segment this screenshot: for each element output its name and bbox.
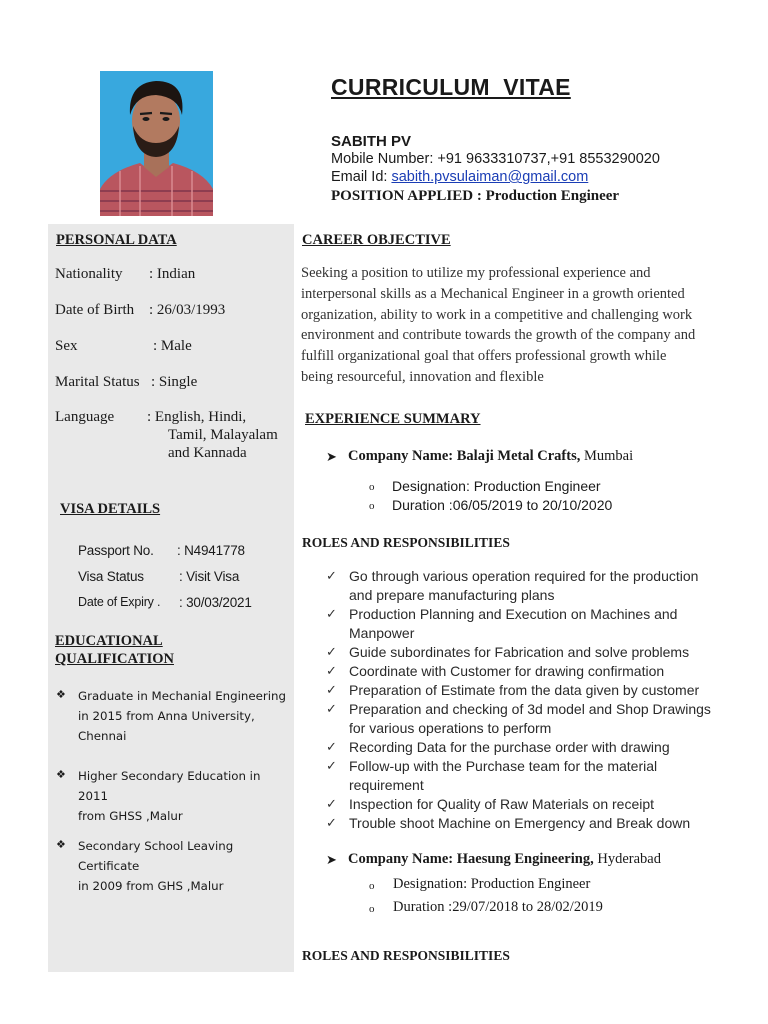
language-value-cont: and Kannada: [168, 445, 247, 461]
sex-label: Sex: [55, 338, 78, 354]
check-icon: ✓: [326, 606, 337, 621]
personal-data-heading: PERSONAL DATA: [56, 232, 177, 248]
company-name: Company Name: Balaji Metal Crafts,: [348, 448, 581, 464]
role-line: Recording Data for the purchase order with drawing: [349, 739, 670, 755]
objective-line: Seeking a position to utilize my professional experience and: [301, 265, 651, 281]
education-item: [78, 836, 293, 896]
visa-status-label: Visa Status: [78, 569, 144, 584]
company-name: Company Name: Haesung Engineering,: [348, 851, 594, 867]
circle-bullet-icon: o: [369, 500, 375, 512]
company-city: Hyderabad: [593, 851, 661, 867]
arrow-bullet-icon: ➤: [326, 852, 337, 867]
check-icon: ✓: [326, 739, 337, 754]
circle-bullet-icon: o: [369, 880, 375, 892]
objective-line: organization, ability to work in a competitive and challenging work: [301, 306, 693, 323]
role-line: for various operations to perform: [349, 720, 552, 736]
designation: Designation: Production Engineer: [393, 876, 591, 892]
objective-line: fulfill organizational goal that offers professional growth while: [301, 348, 667, 365]
role-line: Go through various operation required for the production: [349, 568, 699, 584]
roles-heading: ROLES AND RESPONSIBILITIES: [302, 535, 510, 550]
role-line: Preparation and checking of 3d model and Shop Drawings: [349, 701, 711, 717]
diamond-bullet-icon: ❖: [56, 689, 66, 701]
company-line: [348, 448, 633, 465]
duration: Duration :06/05/2019 to 20/10/2020: [392, 497, 613, 513]
role-item: [349, 567, 729, 605]
check-icon: ✓: [326, 663, 337, 678]
education-line: in 2015 from Anna University,: [78, 709, 255, 723]
language-value: : English, Hindi,: [147, 409, 247, 425]
education-line: Secondary School Leaving Certificate: [78, 839, 234, 873]
email-label: Email Id:: [331, 169, 392, 185]
education-line: from GHSS ,Malur: [78, 809, 183, 823]
mobile-label: Mobile Number:: [331, 151, 438, 167]
expiry-value: : 30/03/2021: [179, 595, 252, 610]
education-heading: [55, 632, 174, 668]
expiry-label: Date of Expiry .: [78, 595, 161, 609]
email-link[interactable]: sabith.pvsulaiman@gmail.com: [391, 169, 589, 185]
language-value-cont: Tamil, Malayalam: [168, 427, 278, 443]
position-applied: POSITION APPLIED : Production Engineer: [331, 188, 620, 204]
person-photo-icon: [100, 71, 213, 216]
check-icon: ✓: [326, 682, 337, 697]
check-icon: ✓: [326, 701, 337, 716]
check-icon: ✓: [326, 758, 337, 773]
objective-line: being resourceful, innovation and flexible: [301, 368, 544, 385]
role-line: Coordinate with Customer for drawing confirmation: [349, 663, 665, 679]
role-line: Follow-up with the Purchase team for the material: [349, 758, 658, 774]
education-line: Graduate in Mechanial Engineering: [78, 689, 286, 703]
education-line: Chennai: [78, 729, 127, 743]
role-item: [349, 795, 729, 814]
check-icon: ✓: [326, 644, 337, 659]
language-label: Language: [55, 409, 115, 425]
check-icon: ✓: [326, 796, 337, 811]
education-heading-line: EDUCATIONAL: [55, 633, 163, 649]
role-line: Inspection for Quality of Raw Materials on receipt: [349, 796, 655, 812]
nationality-label: Nationality: [55, 266, 123, 282]
diamond-bullet-icon: ❖: [56, 769, 66, 781]
role-item: [349, 814, 729, 833]
sex-value: : Male: [153, 338, 192, 354]
company-line: [348, 851, 661, 868]
roles-heading: ROLES AND RESPONSIBILITIES: [302, 948, 510, 963]
dob-value: : 26/03/1993: [149, 302, 226, 318]
role-line: Preparation of Estimate from the data given by customer: [349, 682, 700, 698]
education-item: [78, 766, 293, 826]
education-line: Higher Secondary Education in 2011: [78, 769, 261, 803]
education-line: in 2009 from GHS ,Malur: [78, 879, 224, 893]
document-title: CURRICULUM VITAE: [331, 74, 571, 100]
email-line: [331, 169, 588, 185]
circle-bullet-icon: o: [369, 903, 375, 915]
role-item: [349, 738, 729, 757]
marital-status-value: : Single: [151, 374, 198, 390]
passport-value: : N4941778: [177, 543, 245, 558]
nationality-value: : Indian: [149, 266, 196, 282]
experience-summary-heading: EXPERIENCE SUMMARY: [305, 411, 481, 427]
dob-label: Date of Birth: [55, 302, 135, 318]
designation: Designation: Production Engineer: [392, 478, 601, 494]
objective-line: interpersonal skills as a Mechanical Engineer in a growth oriented: [301, 285, 685, 302]
role-line: Trouble shoot Machine on Emergency and Break down: [349, 815, 691, 831]
role-line: and prepare manufacturing plans: [349, 587, 555, 603]
role-line: requirement: [349, 777, 424, 793]
role-line: Manpower: [349, 625, 415, 641]
company-city: Mumbai: [580, 448, 634, 464]
education-heading-line: QUALIFICATION: [55, 651, 174, 667]
mobile-value: +91 9633310737,+91 8553290020: [437, 151, 660, 167]
visa-status-value: : Visit Visa: [179, 569, 240, 584]
candidate-name: SABITH PV: [331, 133, 412, 150]
role-line: Production Planning and Execution on Machines and: [349, 606, 678, 622]
profile-photo: [100, 71, 213, 216]
passport-label: Passport No.: [78, 543, 154, 558]
arrow-bullet-icon: ➤: [326, 449, 337, 464]
objective-line: environment and contribute towards the growth of the company and: [301, 327, 696, 344]
role-item: [349, 700, 729, 738]
role-item: [349, 605, 729, 643]
visa-details-heading: VISA DETAILS: [60, 501, 161, 517]
role-item: [349, 643, 729, 662]
mobile-line: [331, 151, 660, 167]
circle-bullet-icon: o: [369, 481, 375, 493]
role-item: [349, 681, 729, 700]
check-icon: ✓: [326, 815, 337, 830]
role-item: [349, 662, 729, 681]
education-item: [78, 686, 293, 746]
marital-status-label: Marital Status: [55, 374, 140, 390]
diamond-bullet-icon: ❖: [56, 839, 66, 851]
check-icon: ✓: [326, 568, 337, 583]
duration: Duration :29/07/2018 to 28/02/2019: [393, 899, 603, 915]
career-objective-heading: CAREER OBJECTIVE: [302, 232, 451, 248]
career-objective-text: [301, 263, 721, 388]
role-line: Guide subordinates for Fabrication and solve problems: [349, 644, 690, 660]
role-item: [349, 757, 729, 795]
